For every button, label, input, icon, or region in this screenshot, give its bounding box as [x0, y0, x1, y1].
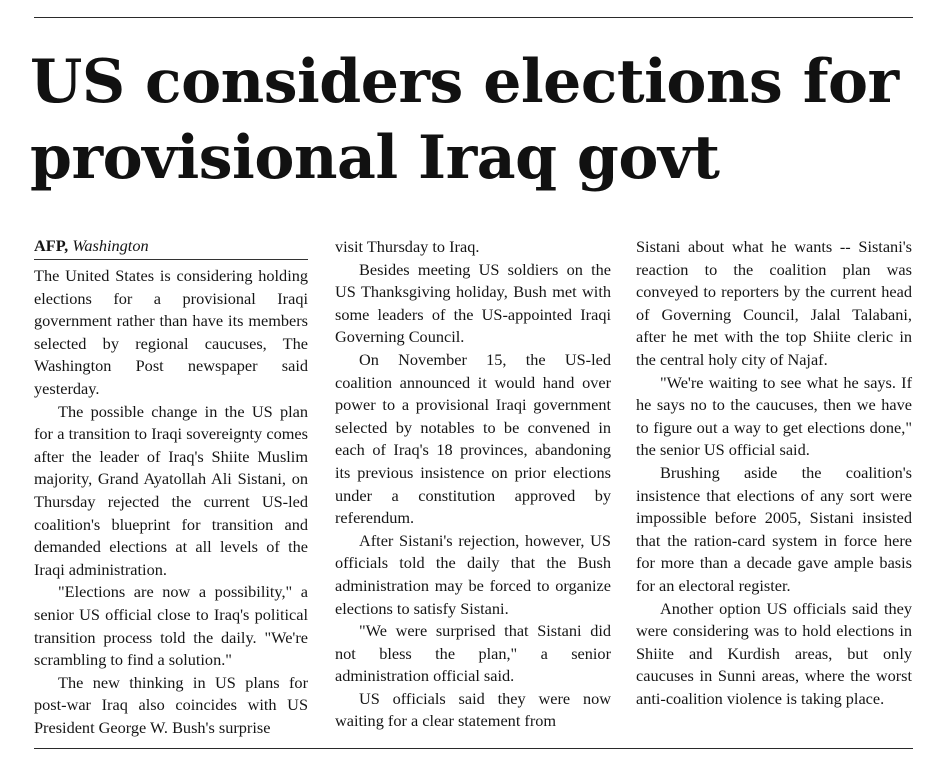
bottom-rule: [34, 748, 913, 749]
byline-agency: AFP,: [34, 236, 69, 255]
paragraph: visit Thursday to Iraq.: [335, 237, 480, 256]
paragraph: "We're waiting to see what he says. If he says no to the caucuses, then we have to figure out a way to get elections done," the senior US official said.: [636, 372, 912, 460]
paragraph: Brushing aside the coalition's insistence that elections of any sort were impossible before 2005, Sistani insisted that the ration-card system in force here for more than a decade gave ample basis for an electoral register.: [636, 462, 912, 595]
paragraph: Sistani about what he wants -- Sistani's reaction to the coalition plan was conveyed to reporters by the current head of Governing Council, Jalal Talabani, after he met with the top Shiite cleric in the central holy city of Najaf.: [636, 237, 912, 369]
paragraph: The United States is considering holding elections for a provisional Iraqi government rather than have its members selected by regional caucuses, The Washington Post newspaper said yesterday.: [34, 266, 308, 398]
paragraph: US officials said they were now waiting for a clear statement from: [335, 688, 611, 731]
paragraph: The new thinking in US plans for post-war Iraq also coincides with US President George W. Bush's surprise: [34, 672, 308, 737]
headline: US considers elections for provisional Iraq govt: [30, 47, 899, 193]
paragraph: On November 15, the US-led coalition announced it would hand over power to a provisional Iraqi government selected by notables to be convened in each of Iraq's 18 provinces, abandoning its previous insistence on prior elections under a constitution approved by referendum.: [335, 349, 611, 528]
article-column-3: [636, 236, 912, 710]
paragraph: "We were surprised that Sistani did not bless the plan," a senior administration official said.: [335, 621, 611, 686]
paragraph: Besides meeting US soldiers on the US Thanksgiving holiday, Bush met with some leaders of the US-appointed Iraqi Governing Council.: [335, 259, 611, 347]
paragraph: "Elections are now a possibility," a senior US official close to Iraq's political transition process told the daily. "We're scrambling to find a solution.": [34, 582, 308, 670]
article-column-2: [335, 236, 611, 733]
paragraph: The possible change in the US plan for a transition to Iraqi sovereignty comes after the leader of Iraq's Shiite Muslim majority, Grand Ayatollah Ali Sistani, on Thursday rejected the current US-led coalition's blueprint for transition and demanded elections at all levels of the Iraqi administration.: [34, 401, 308, 579]
article-column-1: [34, 236, 308, 739]
paragraph: Another option US officials said they were considering was to hold elections in Shiite and Kurdish areas, but only caucuses in Sunni areas, where the worst anti-coalition violence is taking place.: [636, 598, 912, 708]
top-rule: [34, 17, 913, 18]
paragraph: After Sistani's rejection, however, US officials told the daily that the Bush administration may be forced to organize elections to satisfy Sistani.: [335, 530, 611, 618]
byline-place: Washington: [72, 236, 149, 255]
byline: [34, 236, 308, 260]
